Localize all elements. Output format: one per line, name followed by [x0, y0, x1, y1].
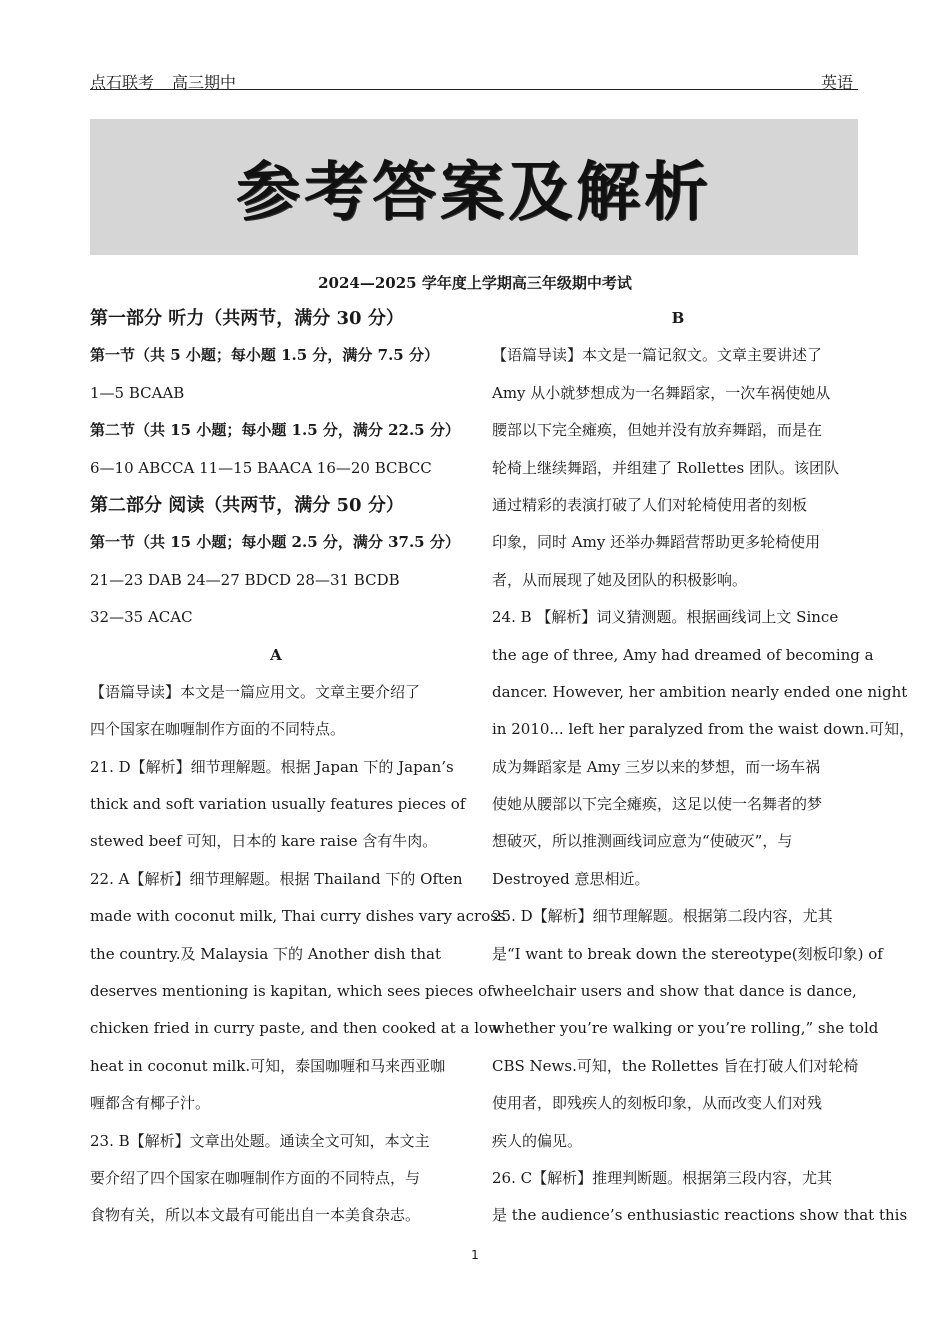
text-line: 是 the audience’s enthusiastic reactions show that this — [492, 1206, 908, 1225]
text-line: 通过精彩的表演打破了人们对轮椅使用者的刻板 — [492, 495, 808, 514]
text-line: 四个国家在咖喱制作方面的不同特点。 — [90, 720, 346, 739]
text-line: Amy 从小就梦想成为一名舞蹈家，一次车祸使她从 — [492, 383, 831, 402]
text-line: deserves mentioning is kapitan, which sees pieces of — [90, 982, 493, 1001]
text-line: 喱都含有椰子汁。 — [90, 1094, 211, 1113]
text-line: 25. D【解析】细节理解题。根据第二段内容，尤其 — [492, 907, 833, 926]
title-banner — [90, 119, 858, 255]
text-line: CBS News.可知，the Rollettes 旨在打破人们对轮椅 — [492, 1056, 859, 1075]
answer-line: 32—35 ACAC — [90, 608, 193, 627]
text-line: thick and soft variation usually features pieces of — [90, 795, 466, 814]
header-grade: 高三期中 — [172, 73, 237, 92]
subsection-heading: 第一节（共 15 小题；每小题 2.5 分，满分 37.5 分） — [90, 533, 460, 552]
header-divider — [90, 89, 858, 90]
text-line: the age of three, Amy had dreamed of becoming a — [492, 645, 874, 664]
right-column — [492, 300, 915, 1235]
text-line: the country.及 Malaysia 下的 Another dish that — [90, 944, 442, 963]
text-line: wheelchair users and show that dance is dance, — [492, 982, 857, 1001]
text-line: 食物有关，所以本文最有可能出自一本美食杂志。 — [90, 1206, 421, 1225]
text-line: 要介绍了四个国家在咖喱制作方面的不同特点，与 — [90, 1168, 421, 1187]
text-line: dancer. However, her ambition nearly ended one night — [492, 682, 908, 701]
text-line: 26. C【解析】推理判断题。根据第三段内容，尤其 — [492, 1168, 833, 1187]
text-line: whether you’re walking or you’re rolling,” she told — [492, 1019, 879, 1038]
answer-line: 21—23 DAB 24—27 BDCD 28—31 BCDB — [90, 570, 400, 589]
subsection-heading: 第一节（共 5 小题；每小题 1.5 分，满分 7.5 分） — [90, 346, 439, 365]
text-line: 【语篇导读】本文是一篇应用文。文章主要介绍了 — [90, 682, 421, 701]
text-line: 想破灭，所以推测画线词应意为“使破灭”，与 — [492, 832, 793, 851]
left-column — [90, 300, 506, 1235]
text-line: 使她从腰部以下完全瘫痪，这足以使一名舞者的梦 — [492, 795, 823, 814]
answer-line: 1—5 BCAAB — [90, 383, 185, 402]
answer-line: 6—10 ABCCA 11—15 BAACA 16—20 BCBCC — [90, 458, 432, 477]
passage-label: B — [671, 309, 685, 327]
text-line: 23. B【解析】文章出处题。通读全文可知，本文主 — [90, 1131, 430, 1150]
text-line: stewed beef 可知，日本的 kare raise 含有牛肉。 — [90, 832, 438, 851]
text-line: 使用者，即残疾人的刻板印象，从而改变人们对残 — [492, 1094, 823, 1113]
text-line: 22. A【解析】细节理解题。根据 Thailand 下的 Often — [90, 869, 463, 888]
banner-title: 参考答案及解析 — [236, 155, 712, 230]
section-heading: 第一部分 听力（共两节，满分 30 分） — [90, 308, 404, 329]
header-org: 点石联考 — [90, 73, 155, 92]
passage-label: A — [270, 645, 282, 664]
text-line: 腰部以下完全瘫痪，但她并没有放弃舞蹈，而是在 — [492, 421, 823, 440]
text-line: 轮椅上继续舞蹈，并组建了 Rollettes 团队。该团队 — [492, 458, 839, 477]
text-line: 者，从而展现了她及团队的积极影响。 — [492, 570, 748, 589]
text-line: 24. B 【解析】词义猜测题。根据画线词上文 Since — [492, 608, 839, 627]
text-line: 成为舞蹈家是 Amy 三岁以来的梦想，而一场车祸 — [492, 757, 821, 776]
page-number: 1 — [471, 1248, 479, 1262]
text-line: Destroyed 意思相近。 — [492, 869, 650, 888]
exam-title: 2024—2025 学年度上学期高三年级期中考试 — [318, 274, 632, 292]
text-line: chicken fried in curry paste, and then cooked at a low — [90, 1019, 501, 1038]
section-heading: 第二部分 阅读（共两节，满分 50 分） — [90, 494, 404, 516]
text-line: 是“I want to break down the stereotype(刻板印象) of — [492, 944, 883, 963]
subsection-heading: 第二节（共 15 小题；每小题 1.5 分，满分 22.5 分） — [90, 421, 460, 440]
text-line: 印象，同时 Amy 还举办舞蹈营帮助更多轮椅使用 — [492, 533, 821, 552]
text-line: heat in coconut milk.可知，泰国咖喱和马来西亚咖 — [90, 1056, 446, 1075]
text-line: 疾人的偏见。 — [492, 1131, 583, 1150]
text-line: made with coconut milk, Thai curry dishes vary across — [90, 907, 506, 926]
text-line: in 2010... left her paralyzed from the waist down.可知， — [492, 720, 915, 739]
text-line: 【语篇导读】本文是一篇记叙文。文章主要讲述了 — [492, 346, 823, 365]
text-line: 21. D【解析】细节理解题。根据 Japan 下的 Japan’s — [90, 757, 454, 776]
header-subject: 英语 — [820, 73, 853, 92]
